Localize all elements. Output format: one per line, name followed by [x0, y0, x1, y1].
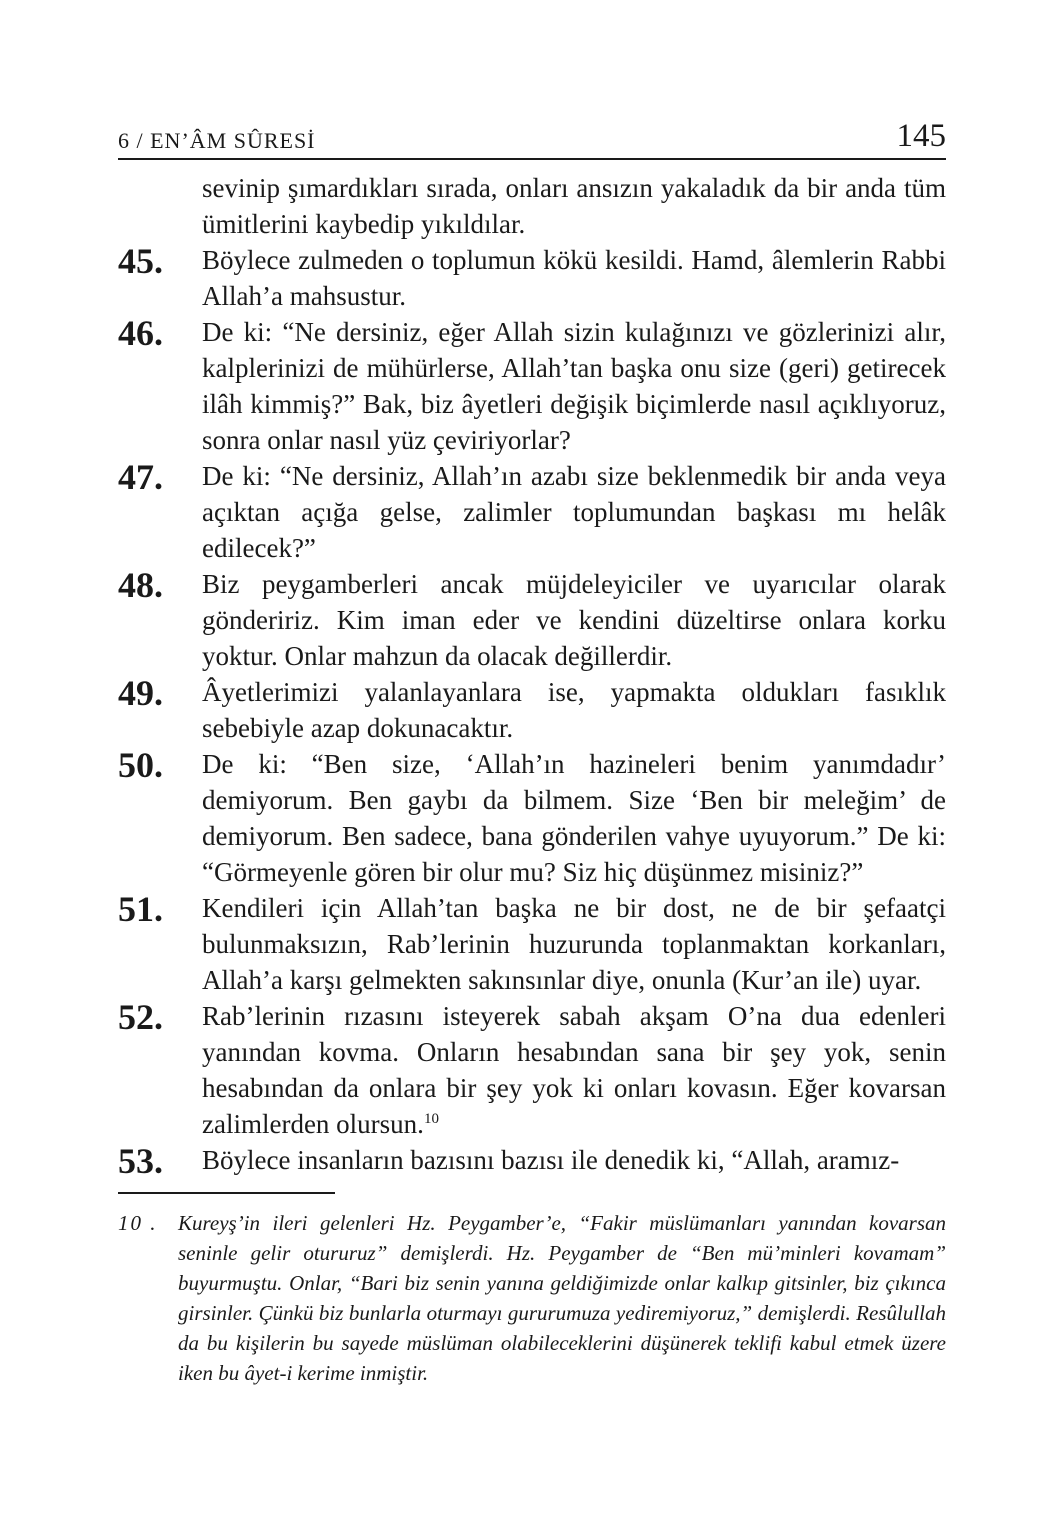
- verse-number: 46.: [118, 313, 163, 353]
- verse-50: [118, 746, 946, 890]
- verse-text: Böylece zulmeden o toplumun kökü kesildi. Hamd, âlemlerin Rabbi Allah’a mahsustur.: [202, 245, 946, 311]
- verse-text-with-footnote: [202, 998, 946, 1142]
- footnote-reference[interactable]: 10: [423, 1111, 439, 1127]
- verse-text: De ki: “Ben size, ‘Allah’ın hazineleri benim yanımdadır’ demiyorum. Ben gaybı da bilmem. Size ‘Ben bir meleğim’ de demiyorum. Ben sadece, bana gönderilen vahye uyuyorum.” De ki: “Görmeyenle gören bir olur mu? Siz hiç düşünmez misiniz?”: [202, 749, 946, 887]
- verse-number: 48.: [118, 565, 163, 605]
- verse-46: [118, 314, 946, 458]
- verse-52: [118, 998, 946, 1142]
- running-header: [118, 112, 946, 160]
- verse-45: [118, 242, 946, 314]
- verse-number: 50.: [118, 745, 163, 785]
- page: [118, 112, 946, 1388]
- verse-49: [118, 674, 946, 746]
- verse-text: Kendileri için Allah’tan başka ne bir dost, ne de bir şefaatçi bulunmaksızın, Rab’lerinin huzurunda toplanmaktan korkanları, Allah’a karşı gelmekten sakınsınlar diye, onunla (Kur’an ile) uyar.: [202, 893, 946, 995]
- footnote-number: 10 .: [118, 1211, 158, 1235]
- verse-48: [118, 566, 946, 674]
- surah-title: 6 / EN’ÂM SÛRESİ: [118, 128, 316, 153]
- verse-number: 47.: [118, 457, 163, 497]
- footnote-divider: [118, 1192, 335, 1194]
- verse-47: [118, 458, 946, 566]
- verse-continuation: sevinip şımardıkları sırada, onları ansızın yakaladık da bir anda tüm ümitlerini kaybedip yıkıldılar.: [202, 173, 946, 239]
- verse-number: 45.: [118, 241, 163, 281]
- page-number: 145: [896, 118, 946, 154]
- footnote: [118, 1208, 946, 1388]
- verse-53: [118, 1141, 946, 1181]
- verse-number: 49.: [118, 673, 163, 713]
- verse-number: 53.: [118, 1141, 163, 1181]
- verse-number: 51.: [118, 889, 163, 929]
- verse-text: Âyetlerimizi yalanlayanlara ise, yapmakta oldukları fasıklık sebebiyle azap dokunacaktır.: [202, 677, 946, 743]
- verse-51: [118, 890, 946, 998]
- verse-text: De ki: “Ne dersiniz, eğer Allah sizin kulağınızı ve gözlerinizi alır, kalplerinizi de mühürlerse, Allah’tan başka onu size (geri) getirecek ilâh kimmiş?” Bak, biz âyetleri değişik biçimlerde nasıl açıklıyoruz, sonra onlar nasıl yüz çeviriyorlar?: [202, 317, 946, 455]
- footnote-text: Kureyş’in ileri gelenleri Hz. Peygamber’e, “Fakir müslümanları yanından kovarsan seninle gelir otururuz” demişlerdi. Hz. Peygamber de “Ben mü’minleri kovamam” buyurmuştu. Onlar, “Bari biz senin yanına geldiğimizde onlar kalkıp gitsinler, biz çıkınca girsinler. Çünkü biz bunlarla oturmayı gururumuza yediremiyoruz,” demişlerdi. Resûlullah da bu kişilerin bu sayede müslüman olabileceklerini düşünerek teklifi kabul etmek üzere iken bu âyet-i kerime inmiştir.: [178, 1211, 946, 1385]
- verse-text: Rab’lerinin rızasını isteyerek sabah akşam O’na dua edenleri yanından kovma. Onların hesabından sana bir şey yok, senin hesabından da onlara bir şey yok ki onları kovasın. Eğer kovarsan zalimlerden olursun.: [202, 1001, 946, 1139]
- verse-number: 52.: [118, 997, 163, 1037]
- verse-text: Böylece insanların bazısını bazısı ile denedik ki, “Allah, aramız-: [202, 1145, 900, 1175]
- verse-body: [118, 170, 946, 1181]
- verse-text: De ki: “Ne dersiniz, Allah’ın azabı size beklenmedik bir anda veya açıktan açığa gelse, zalimler toplumundan başkası mı helâk edilecek?”: [202, 461, 946, 563]
- verse-text: Biz peygamberleri ancak müjdeleyiciler ve uyarıcılar olarak göndeririz. Kim iman eder ve kendini düzeltirse onlara korku yoktur. Onlar mahzun da olacak değillerdir.: [202, 569, 946, 671]
